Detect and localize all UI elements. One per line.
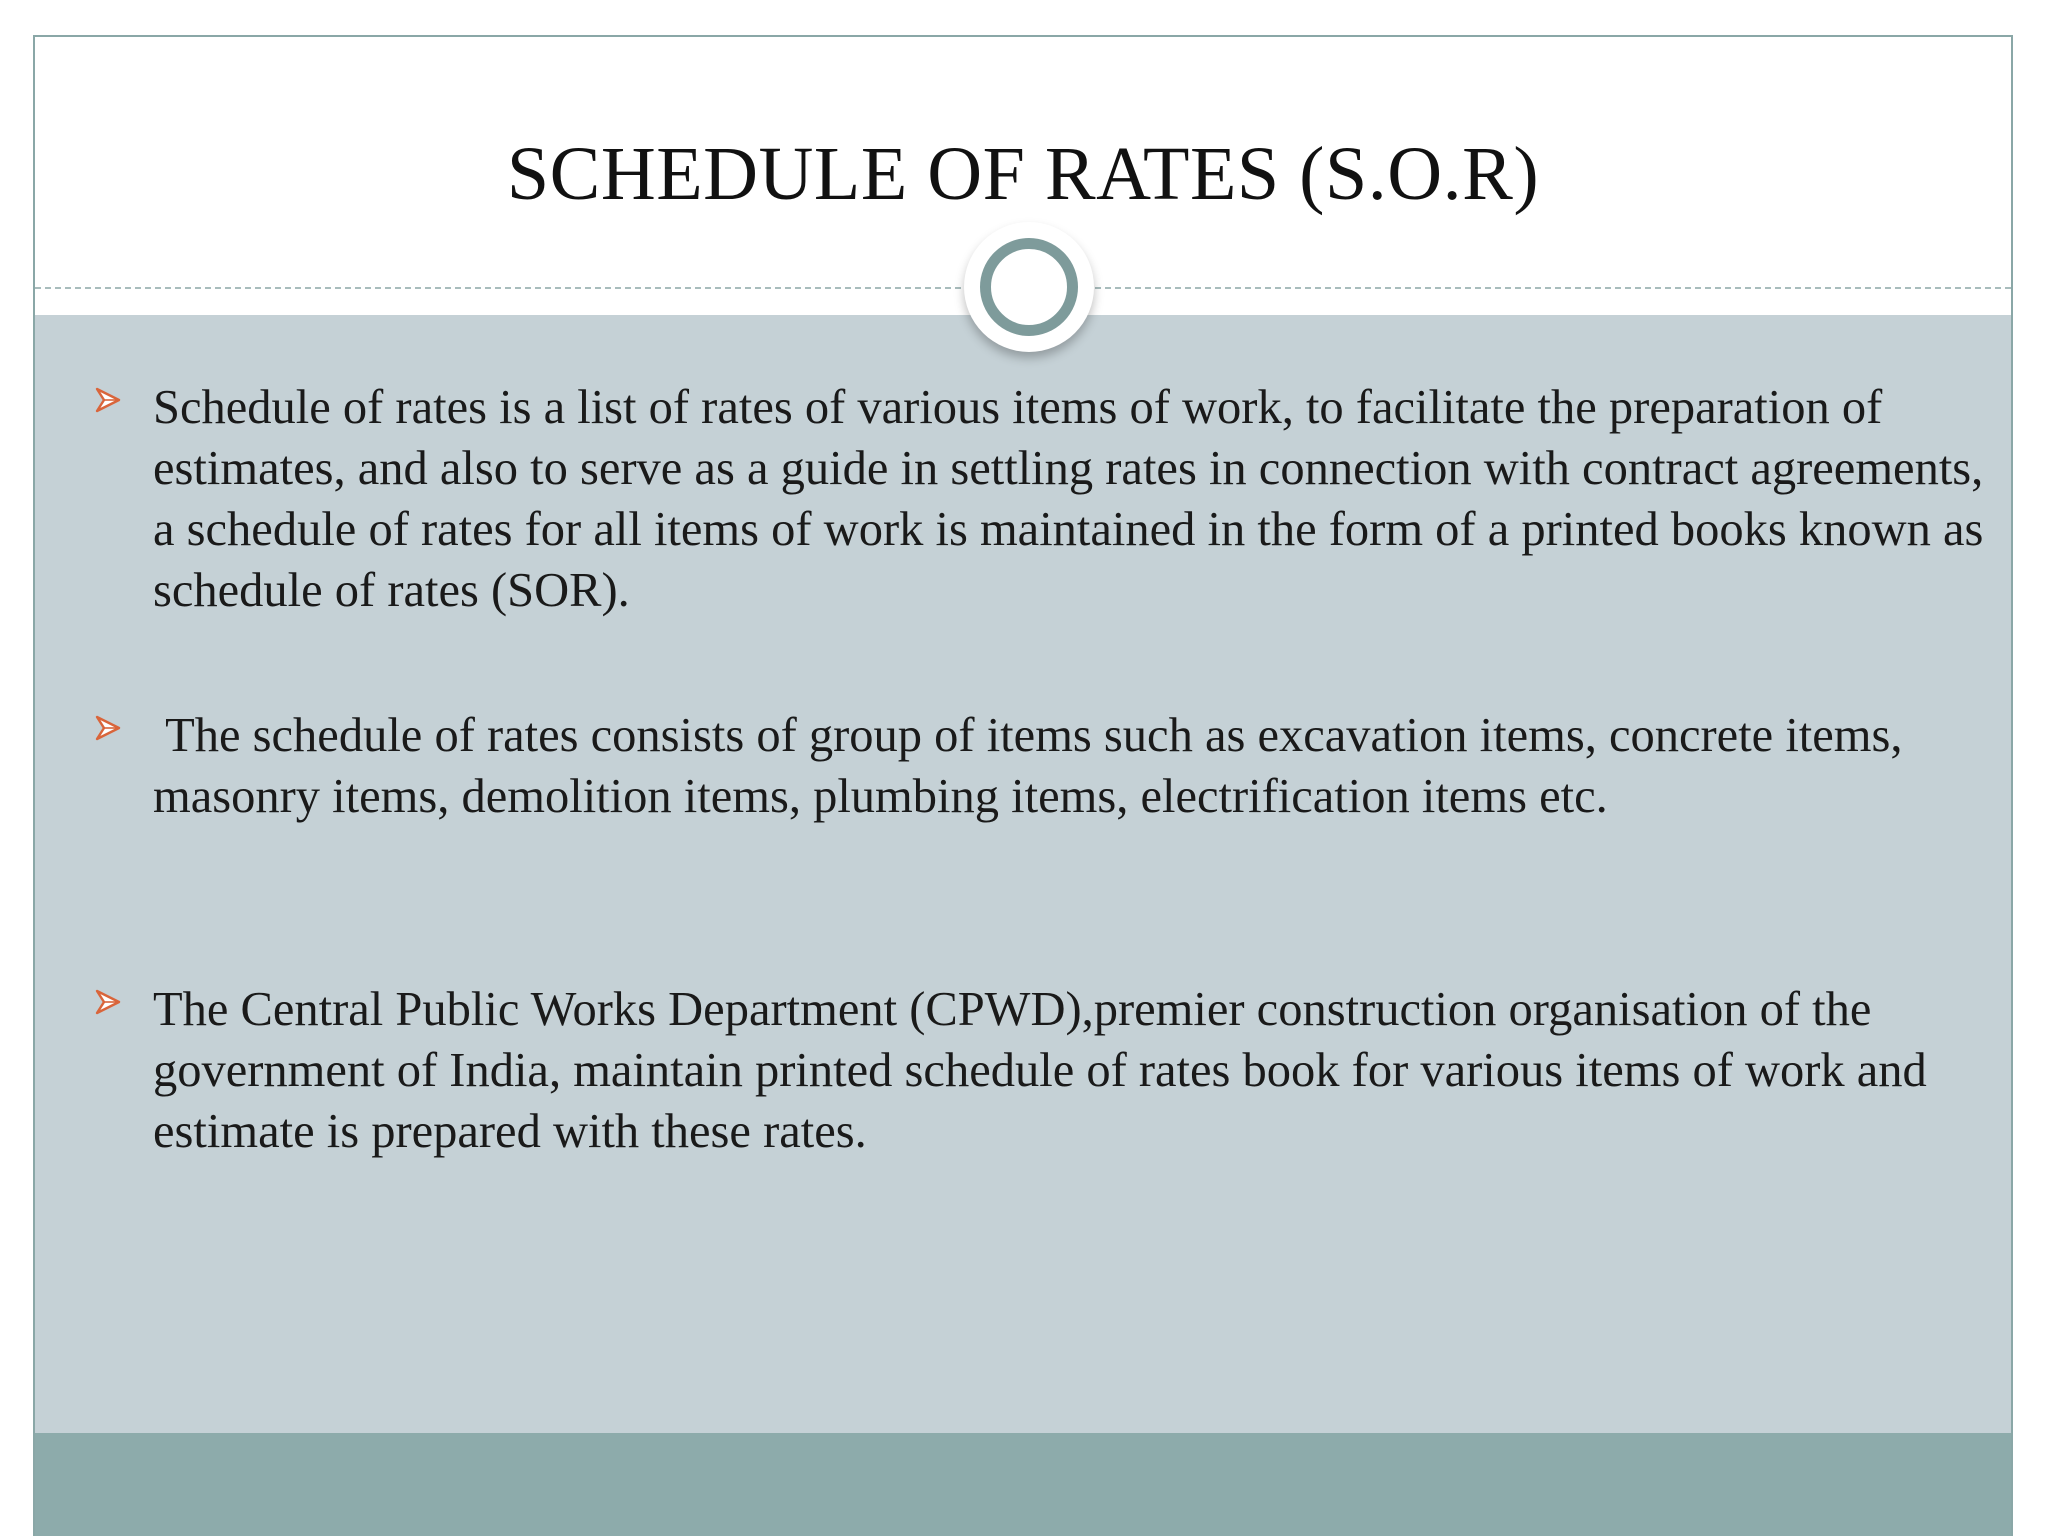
slide (33, 35, 2013, 1536)
arrowhead-bullet-icon (93, 385, 123, 415)
footer-band (35, 1433, 2011, 1536)
ring-ornament-icon (964, 222, 1094, 352)
arrowhead-bullet-icon (93, 713, 123, 743)
ring-ornament-inner (980, 238, 1078, 336)
bullet-text: The Central Public Works Department (CPWD),premier construction organisation of the government of India, maintain printed schedule of rates book for various items of work and estimate is prepared with these rates. (153, 983, 1927, 1158)
bullet-text: The schedule of rates consists of group of items such as excavation items, concrete items, masonry items, demolition items, plumbing items, electrification items etc. (153, 709, 1915, 823)
arrowhead-bullet-icon (93, 987, 123, 1017)
bullet-text: Schedule of rates is a list of rates of various items of work, to facilitate the preparation of estimates, and also to serve as a guide in settling rates in connection with contract agreements, a schedule of rates for all items of work is maintained in the form of a printed books known as schedule of rates (SOR). (153, 381, 1984, 617)
slide-title: SCHEDULE OF RATES (S.O.R) (506, 132, 1540, 216)
